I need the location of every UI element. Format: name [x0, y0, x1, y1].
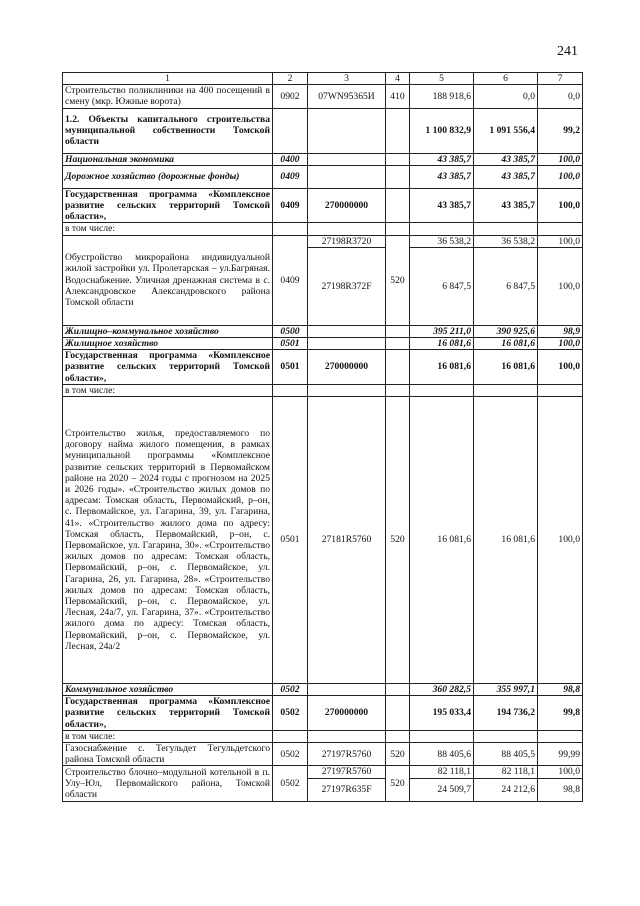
- row-code: 27197R5760: [308, 766, 386, 778]
- table-row: [63, 85, 583, 108]
- table-row: [63, 188, 583, 223]
- row-percent: 100,0: [538, 766, 583, 778]
- row-code: 270000000: [308, 696, 386, 731]
- empty-cell: [386, 730, 410, 742]
- row-code: 27198R3720: [308, 235, 386, 247]
- row-name: Жилищное хозяйство: [63, 338, 273, 350]
- row-fact: 0,0: [474, 85, 538, 108]
- row-name: Строительство блочно–модульной котельной в п. Улу–Юл, Первомайского района, Томской области: [63, 766, 273, 801]
- row-plan: 188 918,6: [410, 85, 474, 108]
- row-percent: 100,0: [538, 397, 583, 684]
- row-percent: 100,0: [538, 350, 583, 385]
- row-name: в том числе:: [63, 223, 273, 235]
- row-percent: 98,8: [538, 778, 583, 801]
- row-fact: 16 081,6: [474, 338, 538, 350]
- row-vr: [386, 153, 410, 165]
- row-plan: 43 385,7: [410, 165, 474, 188]
- row-percent: 100,0: [538, 188, 583, 223]
- table-row: [63, 684, 583, 696]
- empty-cell: [386, 384, 410, 396]
- row-plan: 6 847,5: [410, 247, 474, 325]
- row-name: Коммунальное хозяйство: [63, 684, 273, 696]
- row-code: 27181R5760: [308, 397, 386, 684]
- empty-cell: [308, 730, 386, 742]
- row-code: [308, 684, 386, 696]
- row-fact: 390 925,6: [474, 325, 538, 337]
- row-vr: [386, 338, 410, 350]
- table-row: [63, 743, 583, 766]
- row-name: Национальная экономика: [63, 153, 273, 165]
- empty-cell: [273, 384, 308, 396]
- empty-cell: [474, 223, 538, 235]
- row-name: в том числе:: [63, 384, 273, 396]
- row-percent: 99,99: [538, 743, 583, 766]
- row-plan: 1 100 832,9: [410, 108, 474, 153]
- row-fact: 6 847,5: [474, 247, 538, 325]
- row-percent: 99,8: [538, 696, 583, 731]
- table-row: [63, 350, 583, 385]
- table-row: [63, 235, 583, 247]
- table-row: [63, 165, 583, 188]
- row-plan: 195 033,4: [410, 696, 474, 731]
- row-name: Государственная программа «Комплексное развитие сельских территорий Томской области»,: [63, 188, 273, 223]
- row-section: 0400: [273, 153, 308, 165]
- row-percent: 100,0: [538, 153, 583, 165]
- header-cell: 5: [410, 73, 474, 85]
- row-vr: [386, 325, 410, 337]
- row-code: 27198R372F: [308, 247, 386, 325]
- row-plan: 16 081,6: [410, 338, 474, 350]
- row-percent: 0,0: [538, 85, 583, 108]
- header-cell: 1: [63, 73, 273, 85]
- row-section: 0409: [273, 235, 308, 325]
- header-cell: 2: [273, 73, 308, 85]
- row-plan: 360 282,5: [410, 684, 474, 696]
- table-row: [63, 696, 583, 731]
- row-name: в том числе:: [63, 730, 273, 742]
- row-code: 27197R5760: [308, 743, 386, 766]
- row-fact: 194 736,2: [474, 696, 538, 731]
- row-fact: 43 385,7: [474, 165, 538, 188]
- row-percent: 99,2: [538, 108, 583, 153]
- row-section: 0501: [273, 338, 308, 350]
- row-code: [308, 165, 386, 188]
- row-vr: 520: [386, 743, 410, 766]
- row-fact: 355 997,1: [474, 684, 538, 696]
- row-code: [308, 338, 386, 350]
- row-code: [308, 153, 386, 165]
- empty-cell: [410, 223, 474, 235]
- empty-cell: [273, 730, 308, 742]
- row-plan: 43 385,7: [410, 153, 474, 165]
- empty-cell: [474, 730, 538, 742]
- empty-cell: [308, 384, 386, 396]
- table-row: [63, 325, 583, 337]
- empty-cell: [308, 223, 386, 235]
- empty-cell: [538, 223, 583, 235]
- table-row: [63, 730, 583, 742]
- row-code: 270000000: [308, 350, 386, 385]
- row-plan: 16 081,6: [410, 397, 474, 684]
- header-cell: 4: [386, 73, 410, 85]
- row-section: 0502: [273, 743, 308, 766]
- row-name: Государственная программа «Комплексное развитие сельских территорий Томской области»,: [63, 350, 273, 385]
- row-code: 07WN95365И: [308, 85, 386, 108]
- row-vr: [386, 350, 410, 385]
- row-percent: 100,0: [538, 165, 583, 188]
- row-section: 0501: [273, 397, 308, 684]
- header-cell: 3: [308, 73, 386, 85]
- budget-table: [62, 72, 583, 802]
- row-plan: 24 509,7: [410, 778, 474, 801]
- table-row: [63, 153, 583, 165]
- row-section: 0409: [273, 188, 308, 223]
- row-code: [308, 325, 386, 337]
- row-plan: 36 538,2: [410, 235, 474, 247]
- row-vr: 520: [386, 766, 410, 801]
- row-percent: 100,0: [538, 235, 583, 247]
- row-name: 1.2. Объекты капитального строительства муниципальной собственности Томской области: [63, 108, 273, 153]
- row-name: Государственная программа «Комплексное развитие сельских территорий Томской области»,: [63, 696, 273, 731]
- row-fact: 88 405,5: [474, 743, 538, 766]
- row-vr: [386, 188, 410, 223]
- row-vr: [386, 696, 410, 731]
- row-fact: 24 212,6: [474, 778, 538, 801]
- empty-cell: [410, 730, 474, 742]
- row-section: [273, 108, 308, 153]
- row-section: 0502: [273, 696, 308, 731]
- empty-cell: [410, 384, 474, 396]
- row-percent: 98,9: [538, 325, 583, 337]
- row-fact: 43 385,7: [474, 188, 538, 223]
- row-plan: 88 405,6: [410, 743, 474, 766]
- row-percent: 98,8: [538, 684, 583, 696]
- row-vr: 520: [386, 397, 410, 684]
- table-row: [63, 223, 583, 235]
- row-plan: 16 081,6: [410, 350, 474, 385]
- empty-cell: [386, 223, 410, 235]
- row-vr: [386, 165, 410, 188]
- empty-cell: [273, 223, 308, 235]
- row-plan: 82 118,1: [410, 766, 474, 778]
- table-header-row: [63, 73, 583, 85]
- row-fact: 16 081,6: [474, 350, 538, 385]
- header-cell: 6: [474, 73, 538, 85]
- row-name: Жилищно–коммунальное хозяйство: [63, 325, 273, 337]
- row-fact: 36 538,2: [474, 235, 538, 247]
- table-row: [63, 384, 583, 396]
- row-section: 0902: [273, 85, 308, 108]
- row-section: 0501: [273, 350, 308, 385]
- row-vr: 410: [386, 85, 410, 108]
- row-vr: [386, 108, 410, 153]
- header-cell: 7: [538, 73, 583, 85]
- table-row: [63, 338, 583, 350]
- row-section: 0409: [273, 165, 308, 188]
- row-percent: 100,0: [538, 247, 583, 325]
- page-number: 241: [557, 44, 578, 59]
- table-row: [63, 766, 583, 778]
- row-name: Газоснабжение с. Тегульдет Тегульдетского района Томской области: [63, 743, 273, 766]
- row-code: 27197R635F: [308, 778, 386, 801]
- row-vr: [386, 684, 410, 696]
- row-name: Обустройство микрорайона индивидуальной жилой застройки ул. Пролетарская – ул.Багряная. Водоснабжение. Уличная дренажная система в с. Александровское Александровского района Томской области: [63, 235, 273, 325]
- row-name: Строительство жилья, предоставляемого по договору найма жилого помещения, в рамках муниципальной программы «Комплексное развитие сельских территорий в Первомайском районе на 2020 – 2024 годы с прогнозом на 2025 и 2026 годы». «Строительство жилых домов по адресам: Томская область, Первомайский, р–он, с. Первомайское, ул. Гагарина, 39, ул. Гагарина, 41». «Строительство жилого дома по адресу: Томская область, Первомайский, р–он, с. Первомайское, ул. Гагарина, 30». «Строительство жилых домов по адресам: Томская область, Первомайский, р–он, с. Первомайское, ул. Гагарина, 26, ул. Гагарина, 28». «Строительство жилых домов по адресам: Томская область, Первомайский, р–он, с. Первомайское, ул. Лесная, 24а/7, ул. Гагарина, 37». «Строительство жилого дома по адресу: Томская область, Первомайский, р–он, с. Первомайское, ул. Лесная, 24а/2: [63, 397, 273, 684]
- row-code: [308, 108, 386, 153]
- empty-cell: [538, 730, 583, 742]
- row-section: 0502: [273, 684, 308, 696]
- row-vr: 520: [386, 235, 410, 325]
- row-fact: 82 118,1: [474, 766, 538, 778]
- row-name: Дорожное хозяйство (дорожные фонды): [63, 165, 273, 188]
- row-name: Строительство поликлиники на 400 посещений в смену (мкр. Южные ворота): [63, 85, 273, 108]
- row-fact: 1 091 556,4: [474, 108, 538, 153]
- row-section: 0502: [273, 766, 308, 801]
- row-percent: 100,0: [538, 338, 583, 350]
- row-plan: 43 385,7: [410, 188, 474, 223]
- empty-cell: [474, 384, 538, 396]
- row-fact: 16 081,6: [474, 397, 538, 684]
- empty-cell: [538, 384, 583, 396]
- table-row: [63, 108, 583, 153]
- row-section: 0500: [273, 325, 308, 337]
- row-fact: 43 385,7: [474, 153, 538, 165]
- row-code: 270000000: [308, 188, 386, 223]
- row-plan: 395 211,0: [410, 325, 474, 337]
- table-row: [63, 397, 583, 684]
